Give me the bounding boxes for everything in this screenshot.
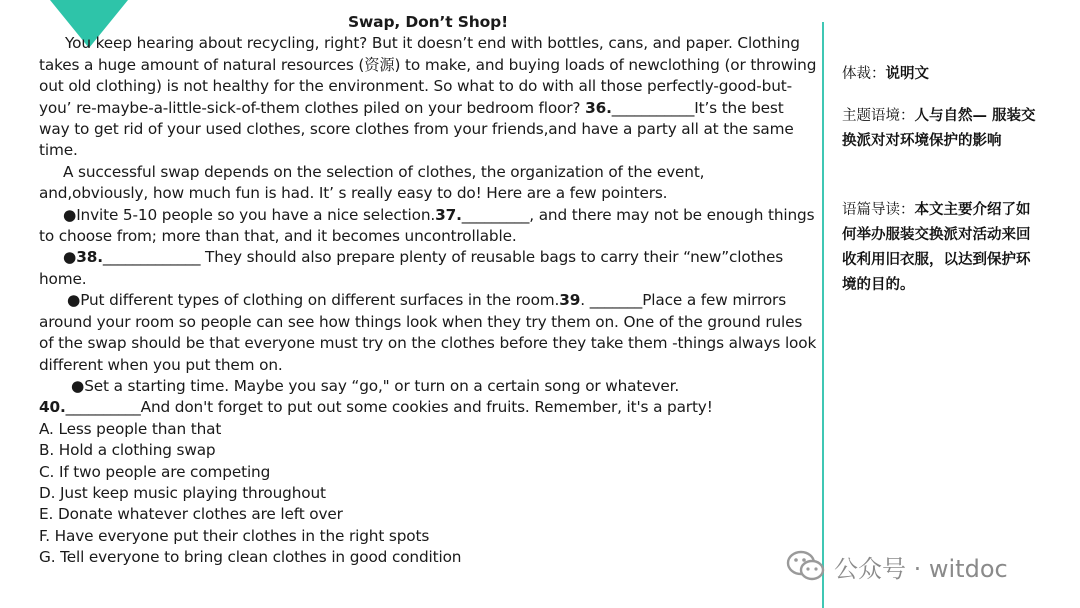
sidebar-notes — [842, 62, 1042, 298]
question-38-number: 38. — [76, 248, 103, 267]
option-e[interactable]: E. Donate whatever clothes are left over — [39, 505, 343, 524]
question-36-blank[interactable]: ___________ — [611, 98, 695, 117]
bullet-3-text-b: Place a few mirrors around your room so people can see how things look when they try them on. One of the ground rules of the swap should be that everyone must try on the clothes before they take them -things always look different when you put them on. — [39, 291, 817, 374]
option-g[interactable]: G. Tell everyone to bring clean clothes in good condition — [39, 548, 462, 567]
bullet-2-text-b: They should also prepare plenty of reusable bags to carry their “new”clothes home. — [39, 248, 784, 288]
question-40-number: 40. — [39, 398, 66, 417]
question-38-blank[interactable]: _____________ — [102, 248, 201, 267]
bullet-3-text-a: ●Put different types of clothing on different surfaces in the room. — [67, 291, 560, 310]
bullet-2-text-a: ● — [63, 248, 77, 267]
bullet-3 — [39, 290, 817, 376]
theme-value: 人与自然— 服装交换派对对环境保护的影响 — [842, 108, 1036, 149]
theme-note — [842, 104, 1042, 154]
theme-label: 主题语境： — [842, 108, 915, 124]
bullet-1 — [39, 205, 817, 248]
question-36-number: 36. — [585, 98, 612, 117]
option-a[interactable]: A. Less people than that — [39, 419, 222, 438]
passage-panel — [39, 12, 817, 569]
question-40-text: And don't forget to put out some cookies and fruits. Remember, it's a party! — [140, 398, 713, 417]
question-37-number: 37. — [435, 205, 462, 224]
bullet-4: ●Set a starting time. Maybe you say “go," or turn on a certain song or whatever. — [71, 376, 680, 395]
bullet-1-text-b: , and there may not be enough things to choose from; more than that, and it becomes uncontrollable. — [39, 205, 815, 246]
passage-title: Swap, Don’t Shop! — [347, 13, 509, 31]
watermark — [786, 548, 1008, 584]
option-f[interactable]: F. Have everyone put their clothes in the right spots — [39, 526, 430, 545]
guide-note — [842, 198, 1042, 298]
wechat-icon — [786, 549, 826, 583]
paragraph-1-text-a: You keep hearing about recycling, right? But it doesn’t end with bottles, cans, and paper. Clothing takes a huge amount of natural resources (资源) to make, and buying loads of newclothing (or throwing out old clothing) is not healthy for the environment. So what to do with all those perfectly-good-but-you’ re-maybe-a-little-sick-of-them clothes piled on your bedroom floor? — [39, 34, 817, 117]
question-39-number: 39 — [559, 291, 581, 310]
bullet-2 — [39, 247, 817, 290]
option-b[interactable]: B. Hold a clothing swap — [39, 441, 216, 460]
vertical-divider — [822, 22, 824, 608]
paragraph-1 — [39, 33, 817, 161]
question-40-blank[interactable]: __________ — [65, 398, 141, 417]
question-40-line — [39, 397, 817, 418]
question-37-blank[interactable]: _________ — [461, 205, 530, 224]
question-39-blank[interactable]: . _______ — [580, 291, 643, 310]
paragraph-2: A successful swap depends on the selection of clothes, the organization of the event, and,obviously, how much fun is had. It’ s really easy to do! Here are a few pointers. — [39, 162, 705, 203]
option-c[interactable]: C. If two people are competing — [39, 462, 271, 481]
watermark-text: 公众号 · witdoc — [834, 554, 1008, 583]
options-list — [39, 419, 817, 569]
guide-value: 本文主要介绍了如何举办服装交换派对活动来回收利用旧衣服，以达到保护环境的目的。 — [842, 202, 1031, 293]
guide-label: 语篇导读： — [842, 202, 915, 218]
option-d[interactable]: D. Just keep music playing throughout — [39, 483, 326, 502]
bullet-1-text-a: ●Invite 5-10 people so you have a nice selection. — [63, 205, 436, 224]
genre-label: 体裁： — [842, 66, 886, 82]
genre-value: 说明文 — [885, 66, 929, 82]
genre-note — [842, 62, 1042, 87]
paragraph-1-text-b: It’s the best way to get rid of your used clothes, score clothes from your friends,and have a party all at the same time. — [39, 98, 794, 160]
